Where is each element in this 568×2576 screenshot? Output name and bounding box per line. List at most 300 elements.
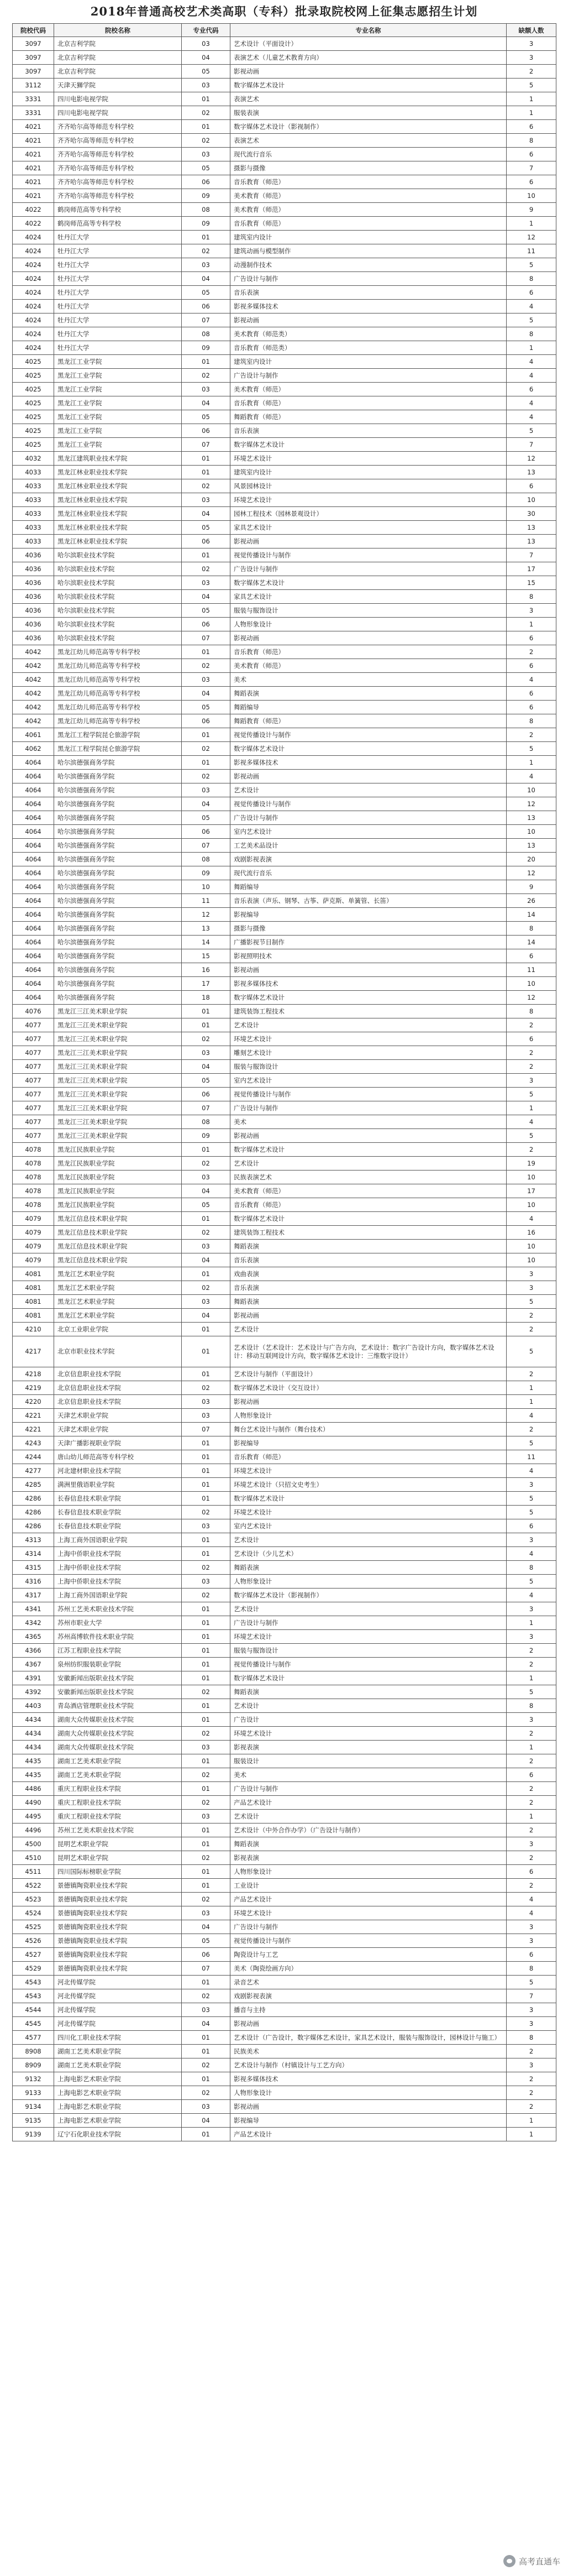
table-row [13, 1713, 556, 1727]
major-name-cell: 人物形象设计 [230, 1575, 507, 1589]
major-name-cell: 戏剧影视表演 [230, 1989, 507, 2003]
school-name-cell: 黑龙江三江美术职业学院 [54, 1060, 182, 1074]
vacancy-cell: 6 [507, 701, 556, 714]
school-name-cell: 湖南大众传媒职业技术学院 [54, 1727, 182, 1741]
table-row [13, 231, 556, 244]
major-name-cell: 美术教育（师范类） [230, 327, 507, 341]
major-name-cell: 戏剧影视表演 [230, 853, 507, 866]
school-code-cell: 4042 [13, 645, 54, 659]
major-name-cell: 环境艺术设计 [230, 1506, 507, 1519]
major-code-cell: 02 [182, 1685, 230, 1699]
school-code-cell: 4042 [13, 659, 54, 673]
vacancy-cell: 14 [507, 936, 556, 949]
major-name-cell: 服装与服饰设计 [230, 1060, 507, 1074]
table-row [13, 714, 556, 728]
major-code-cell: 01 [182, 1644, 230, 1658]
major-code-cell: 06 [182, 1948, 230, 1962]
table-header-row [13, 24, 556, 37]
major-name-cell: 美术教育（师范） [230, 1184, 507, 1198]
school-code-cell: 4064 [13, 936, 54, 949]
school-code-cell: 4021 [13, 161, 54, 175]
major-code-cell: 05 [182, 1934, 230, 1948]
school-name-cell: 哈尔滨职业技术学院 [54, 604, 182, 618]
table-row [13, 341, 556, 355]
school-name-cell: 河北传媒学院 [54, 1989, 182, 2003]
school-name-cell: 辽宁石化职业技术学院 [54, 2128, 182, 2141]
major-name-cell: 环境艺术设计 [230, 1032, 507, 1046]
major-code-cell: 05 [182, 65, 230, 79]
major-name-cell: 舞蹈表演 [230, 1561, 507, 1575]
major-code-cell: 01 [182, 1823, 230, 1837]
school-name-cell: 黑龙江工程学院昆仑旅游学院 [54, 742, 182, 756]
major-name-cell: 艺术设计 [230, 1602, 507, 1616]
school-name-cell: 江苏工程职业技术学院 [54, 1644, 182, 1658]
school-code-cell: 4062 [13, 742, 54, 756]
major-code-cell: 08 [182, 1115, 230, 1129]
school-name-cell: 黑龙江三江美术职业学院 [54, 1101, 182, 1115]
school-name-cell: 天津艺术职业学院 [54, 1409, 182, 1423]
major-code-cell: 01 [182, 355, 230, 369]
major-name-cell: 影视动画 [230, 631, 507, 645]
major-name-cell: 影视编导 [230, 2114, 507, 2128]
school-code-cell: 4036 [13, 604, 54, 618]
table-row [13, 1032, 556, 1046]
vacancy-cell: 3 [507, 2003, 556, 2017]
school-name-cell: 黑龙江三江美术职业学院 [54, 1005, 182, 1018]
school-name-cell: 齐齐哈尔高等师范专科学校 [54, 120, 182, 134]
major-code-cell: 01 [182, 1671, 230, 1685]
table-row [13, 1212, 556, 1226]
major-name-cell: 影视表演 [230, 1851, 507, 1865]
school-name-cell: 湖南工艺美术职业学院 [54, 2045, 182, 2058]
table-row [13, 244, 556, 258]
vacancy-cell: 2 [507, 1046, 556, 1060]
major-code-cell: 01 [182, 1782, 230, 1796]
school-name-cell: 苏州市职业大学 [54, 1616, 182, 1630]
vacancy-cell: 2 [507, 1367, 556, 1381]
school-code-cell: 4317 [13, 1589, 54, 1602]
school-name-cell: 苏州工艺美术职业技术学院 [54, 1823, 182, 1837]
vacancy-cell: 19 [507, 1157, 556, 1171]
table-row [13, 618, 556, 631]
school-name-cell: 四川电影电视学院 [54, 92, 182, 106]
school-name-cell: 黑龙江工业学院 [54, 424, 182, 438]
school-code-cell: 4042 [13, 687, 54, 701]
school-code-cell: 4079 [13, 1240, 54, 1253]
school-code-cell: 4076 [13, 1005, 54, 1018]
major-name-cell: 产品艺术设计 [230, 1893, 507, 1906]
school-code-cell: 4021 [13, 120, 54, 134]
major-name-cell: 室内艺术设计 [230, 1074, 507, 1088]
school-name-cell: 黑龙江民族职业学院 [54, 1143, 182, 1157]
major-name-cell: 工业设计 [230, 1879, 507, 1893]
table-row [13, 161, 556, 175]
table-row [13, 1198, 556, 1212]
school-name-cell: 长春信息技术职业学院 [54, 1506, 182, 1519]
major-code-cell: 01 [182, 2128, 230, 2141]
major-name-cell: 舞蹈表演 [230, 1295, 507, 1309]
table-row [13, 797, 556, 811]
major-name-cell: 环境艺术设计 [230, 1464, 507, 1478]
school-name-cell: 北京工业职业学院 [54, 1323, 182, 1336]
vacancy-cell: 12 [507, 991, 556, 1005]
table-row [13, 452, 556, 466]
school-name-cell: 长春信息技术职业学院 [54, 1519, 182, 1533]
major-name-cell: 环境艺术设计 [230, 1906, 507, 1920]
vacancy-cell: 5 [507, 1976, 556, 1989]
major-name-cell: 视觉传播设计与制作 [230, 548, 507, 562]
vacancy-cell: 8 [507, 590, 556, 604]
major-code-cell: 04 [182, 2017, 230, 2031]
major-code-cell: 18 [182, 991, 230, 1005]
major-code-cell: 04 [182, 272, 230, 286]
vacancy-cell: 3 [507, 1630, 556, 1644]
major-name-cell: 艺术设计与制作（村镇设计与工艺方向） [230, 2058, 507, 2072]
school-name-cell: 黑龙江林业职业技术学院 [54, 493, 182, 507]
major-name-cell: 广告设计与制作 [230, 1920, 507, 1934]
major-name-cell: 服装与服饰设计 [230, 604, 507, 618]
major-name-cell: 广告设计与制作 [230, 562, 507, 576]
major-name-cell: 家具艺术设计 [230, 521, 507, 535]
table-row [13, 272, 556, 286]
table-row [13, 1976, 556, 1989]
major-name-cell: 环境艺术设计（只招文史考生） [230, 1478, 507, 1492]
school-code-cell: 4033 [13, 466, 54, 479]
major-code-cell: 02 [182, 1561, 230, 1575]
school-code-cell: 4024 [13, 313, 54, 327]
major-code-cell: 02 [182, 1032, 230, 1046]
school-name-cell: 天津艺术职业学院 [54, 1423, 182, 1436]
vacancy-cell: 3 [507, 1533, 556, 1547]
school-code-cell: 4219 [13, 1381, 54, 1395]
school-name-cell: 上海中侨职业技术学院 [54, 1561, 182, 1575]
school-code-cell: 4277 [13, 1464, 54, 1478]
vacancy-cell: 3 [507, 1713, 556, 1727]
table-row [13, 313, 556, 327]
table-row [13, 1005, 556, 1018]
school-code-cell: 4078 [13, 1198, 54, 1212]
major-name-cell: 表演艺术 [230, 92, 507, 106]
school-name-cell: 齐齐哈尔高等师范专科学校 [54, 161, 182, 175]
table-row [13, 1658, 556, 1671]
school-code-cell: 4064 [13, 825, 54, 839]
major-code-cell: 13 [182, 922, 230, 936]
table-row [13, 1920, 556, 1934]
school-code-cell: 4365 [13, 1630, 54, 1644]
school-name-cell: 黑龙江民族职业学院 [54, 1184, 182, 1198]
major-name-cell: 数字媒体艺术设计 [230, 576, 507, 590]
major-code-cell: 03 [182, 1046, 230, 1060]
school-code-cell: 4313 [13, 1533, 54, 1547]
vacancy-cell: 1 [507, 1101, 556, 1115]
school-code-cell: 4024 [13, 231, 54, 244]
table-row [13, 1143, 556, 1157]
major-name-cell: 数字媒体艺术设计 [230, 1143, 507, 1157]
major-name-cell: 陶瓷设计与工艺 [230, 1948, 507, 1962]
vacancy-cell: 17 [507, 1184, 556, 1198]
table-row [13, 1962, 556, 1976]
major-code-cell: 01 [182, 1533, 230, 1547]
table-row [13, 1879, 556, 1893]
vacancy-cell: 6 [507, 1768, 556, 1782]
vacancy-cell: 2 [507, 1423, 556, 1436]
major-code-cell: 05 [182, 286, 230, 300]
school-code-cell: 4523 [13, 1893, 54, 1906]
school-code-cell: 4024 [13, 258, 54, 272]
major-name-cell: 美术教育（师范） [230, 383, 507, 396]
school-name-cell: 哈尔滨德强商务学院 [54, 949, 182, 963]
school-code-cell: 4036 [13, 631, 54, 645]
school-name-cell: 黑龙江林业职业技术学院 [54, 535, 182, 548]
table-row [13, 991, 556, 1005]
school-name-cell: 黑龙江艺术职业学院 [54, 1267, 182, 1281]
table-row [13, 1423, 556, 1436]
major-code-cell: 16 [182, 963, 230, 977]
table-row [13, 37, 556, 51]
major-code-cell: 04 [182, 1920, 230, 1934]
table-row [13, 1436, 556, 1450]
major-name-cell: 视觉传播设计与制作 [230, 1934, 507, 1948]
major-name-cell: 音乐教育（师范类） [230, 341, 507, 355]
school-code-cell: 4529 [13, 1962, 54, 1976]
major-code-cell: 07 [182, 1423, 230, 1436]
school-name-cell: 牡丹江大学 [54, 341, 182, 355]
table-row [13, 728, 556, 742]
school-name-cell: 哈尔滨德强商务学院 [54, 783, 182, 797]
school-name-cell: 哈尔滨德强商务学院 [54, 797, 182, 811]
school-code-cell: 4495 [13, 1810, 54, 1823]
major-code-cell: 03 [182, 493, 230, 507]
major-code-cell: 01 [182, 1658, 230, 1671]
vacancy-cell: 3 [507, 51, 556, 65]
table-row [13, 65, 556, 79]
major-code-cell: 04 [182, 1309, 230, 1323]
table-row [13, 1989, 556, 2003]
school-code-cell: 8908 [13, 2045, 54, 2058]
major-name-cell: 影视动画 [230, 65, 507, 79]
school-name-cell: 黑龙江三江美术职业学院 [54, 1088, 182, 1101]
major-code-cell: 01 [182, 1005, 230, 1018]
table-row [13, 2100, 556, 2114]
school-name-cell: 黑龙江三江美术职业学院 [54, 1046, 182, 1060]
school-name-cell: 安徽新闻出版职业技术学院 [54, 1685, 182, 1699]
major-name-cell: 环境艺术设计 [230, 1727, 507, 1741]
major-name-cell: 建筑装饰工程技术 [230, 1005, 507, 1018]
school-name-cell: 黑龙江三江美术职业学院 [54, 1115, 182, 1129]
vacancy-cell: 5 [507, 258, 556, 272]
school-name-cell: 齐齐哈尔高等师范专科学校 [54, 134, 182, 148]
major-code-cell: 02 [182, 2058, 230, 2072]
school-code-cell: 4434 [13, 1741, 54, 1754]
table-row [13, 604, 556, 618]
school-name-cell: 四川化工职业技术学院 [54, 2031, 182, 2045]
vacancy-cell: 1 [507, 1616, 556, 1630]
major-code-cell: 02 [182, 562, 230, 576]
major-code-cell: 03 [182, 148, 230, 161]
school-code-cell: 4486 [13, 1782, 54, 1796]
major-code-cell: 03 [182, 1409, 230, 1423]
school-name-cell: 牡丹江大学 [54, 300, 182, 313]
major-code-cell: 01 [182, 548, 230, 562]
major-name-cell: 雕刻艺术设计 [230, 1046, 507, 1060]
vacancy-cell: 1 [507, 618, 556, 631]
table-row [13, 2114, 556, 2128]
major-code-cell: 04 [182, 396, 230, 410]
vacancy-cell: 2 [507, 2100, 556, 2114]
table-row [13, 562, 556, 576]
school-name-cell: 鹤岗师范高等专科学校 [54, 217, 182, 231]
school-name-cell: 哈尔滨德强商务学院 [54, 894, 182, 908]
vacancy-cell: 3 [507, 1837, 556, 1851]
major-name-cell: 建筑室内设计 [230, 466, 507, 479]
table-row [13, 2003, 556, 2017]
major-code-cell: 01 [182, 1450, 230, 1464]
table-row [13, 1281, 556, 1295]
school-code-cell: 4064 [13, 922, 54, 936]
major-name-cell: 建筑动画与模型制作 [230, 244, 507, 258]
school-name-cell: 黑龙江林业职业技术学院 [54, 479, 182, 493]
major-name-cell: 影视动画 [230, 535, 507, 548]
major-name-cell: 艺术设计（平面设计） [230, 37, 507, 51]
school-name-cell: 黑龙江林业职业技术学院 [54, 466, 182, 479]
table-row [13, 92, 556, 106]
major-name-cell: 音乐表演 [230, 1281, 507, 1295]
wechat-logo-icon [503, 2555, 516, 2567]
major-code-cell: 15 [182, 949, 230, 963]
school-name-cell: 哈尔滨德强商务学院 [54, 880, 182, 894]
major-code-cell: 02 [182, 134, 230, 148]
table-row [13, 1309, 556, 1323]
school-name-cell: 黑龙江建筑职业技术学院 [54, 452, 182, 466]
major-code-cell: 02 [182, 1281, 230, 1295]
vacancy-cell: 26 [507, 894, 556, 908]
major-code-cell: 01 [182, 1865, 230, 1879]
school-code-cell: 4036 [13, 548, 54, 562]
table-row [13, 258, 556, 272]
school-code-cell: 4024 [13, 341, 54, 355]
table-row [13, 2031, 556, 2045]
major-name-cell: 美术（陶瓷绘画方向） [230, 1962, 507, 1976]
school-code-cell: 4021 [13, 189, 54, 203]
school-code-cell: 4064 [13, 797, 54, 811]
vacancy-cell: 6 [507, 286, 556, 300]
table-row [13, 1741, 556, 1754]
major-code-cell: 05 [182, 410, 230, 424]
school-name-cell: 湖南大众传媒职业技术学院 [54, 1713, 182, 1727]
table-row [13, 701, 556, 714]
vacancy-cell: 2 [507, 1143, 556, 1157]
table-row [13, 673, 556, 687]
vacancy-cell: 10 [507, 1198, 556, 1212]
vacancy-cell: 2 [507, 645, 556, 659]
table-row [13, 1796, 556, 1810]
table-row [13, 548, 556, 562]
major-code-cell: 04 [182, 687, 230, 701]
school-code-cell: 4435 [13, 1768, 54, 1782]
major-name-cell: 艺术设计（广告设计，数字媒体艺术设计，家具艺术设计，服装与服饰设计，园林设计与施工） [230, 2031, 507, 2045]
school-code-cell: 3331 [13, 92, 54, 106]
table-row [13, 853, 556, 866]
table-row [13, 1754, 556, 1768]
table-row [13, 1336, 556, 1367]
school-name-cell: 北京信息职业技术学院 [54, 1367, 182, 1381]
major-code-cell: 08 [182, 327, 230, 341]
major-code-cell: 07 [182, 631, 230, 645]
table-row [13, 120, 556, 134]
school-name-cell: 重庆工程职业技术学院 [54, 1796, 182, 1810]
major-code-cell: 02 [182, 1226, 230, 1240]
vacancy-cell: 4 [507, 1212, 556, 1226]
major-code-cell: 03 [182, 783, 230, 797]
major-name-cell: 数字媒体艺术设计 [230, 1671, 507, 1685]
table-row [13, 1018, 556, 1032]
major-name-cell: 建筑装饰工程技术 [230, 1226, 507, 1240]
school-code-cell: 4033 [13, 479, 54, 493]
vacancy-cell: 1 [507, 756, 556, 770]
school-code-cell: 4210 [13, 1323, 54, 1336]
school-name-cell: 黑龙江信息技术职业学院 [54, 1253, 182, 1267]
school-code-cell: 4077 [13, 1032, 54, 1046]
school-code-cell: 4285 [13, 1478, 54, 1492]
school-code-cell: 4064 [13, 770, 54, 783]
school-code-cell: 4286 [13, 1492, 54, 1506]
vacancy-cell: 12 [507, 797, 556, 811]
table-row [13, 2045, 556, 2058]
table-row [13, 1644, 556, 1658]
major-code-cell: 03 [182, 1906, 230, 1920]
major-name-cell: 园林工程技术（园林景观设计） [230, 507, 507, 521]
major-code-cell: 01 [182, 1323, 230, 1336]
school-code-cell: 4524 [13, 1906, 54, 1920]
vacancy-cell: 8 [507, 1561, 556, 1575]
school-name-cell: 上海工商外国语职业学院 [54, 1589, 182, 1602]
school-code-cell: 4543 [13, 1976, 54, 1989]
major-code-cell: 17 [182, 977, 230, 991]
major-name-cell: 音乐表演 [230, 286, 507, 300]
vacancy-cell: 15 [507, 576, 556, 590]
major-name-cell: 广告设计 [230, 1713, 507, 1727]
vacancy-cell: 3 [507, 1281, 556, 1295]
major-code-cell: 02 [182, 244, 230, 258]
major-name-cell: 产品艺术设计 [230, 2128, 507, 2141]
school-code-cell: 4434 [13, 1727, 54, 1741]
table-row [13, 1602, 556, 1616]
school-code-cell: 4024 [13, 327, 54, 341]
school-name-cell: 长春信息技术职业学院 [54, 1492, 182, 1506]
school-name-cell: 安徽新闻出版职业技术学院 [54, 1671, 182, 1685]
school-name-cell: 哈尔滨职业技术学院 [54, 562, 182, 576]
table-row [13, 1367, 556, 1381]
major-code-cell: 02 [182, 106, 230, 120]
major-name-cell: 舞蹈表演 [230, 1685, 507, 1699]
major-code-cell: 05 [182, 1074, 230, 1088]
school-name-cell: 景德镇陶瓷职业技术学院 [54, 1879, 182, 1893]
table-row [13, 1782, 556, 1796]
school-code-cell: 4522 [13, 1879, 54, 1893]
major-code-cell: 01 [182, 2072, 230, 2086]
major-name-cell: 舞蹈编导 [230, 701, 507, 714]
major-code-cell: 03 [182, 2100, 230, 2114]
major-code-cell: 03 [182, 1171, 230, 1184]
school-name-cell: 河北传媒学院 [54, 2017, 182, 2031]
school-code-cell: 4077 [13, 1046, 54, 1060]
school-name-cell: 牡丹江大学 [54, 244, 182, 258]
vacancy-cell: 10 [507, 977, 556, 991]
school-name-cell: 齐齐哈尔高等师范专科学校 [54, 175, 182, 189]
major-name-cell: 广告设计与制作 [230, 369, 507, 383]
school-code-cell: 4025 [13, 424, 54, 438]
school-name-cell: 四川国际标榜职业学院 [54, 1865, 182, 1879]
